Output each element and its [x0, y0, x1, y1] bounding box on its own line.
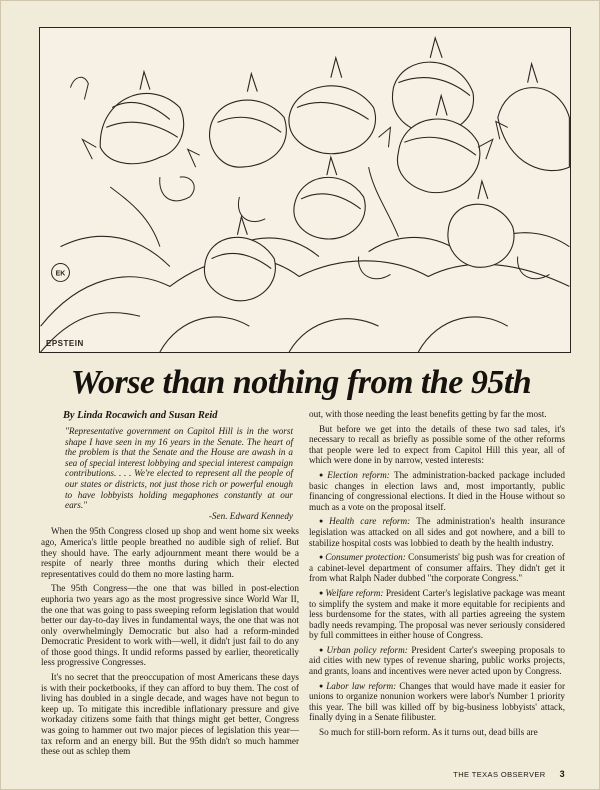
epigraph-quote: "Representative government on Capitol Hill is in the worst shape I have seen in my 16 years in the Senate. The heart of the problem is that the Senate and the House are awash in a sea of special interest lobbying and special interest campaign contributions. . . . We're elected to represent all the people of our states or districts, not just those rich or powerful enough to have lobbyists holding megaphones constantly at our ears." — [65, 426, 293, 511]
body-paragraph-continued: out, with those needing the least benefits getting by far the most. — [309, 409, 547, 419]
page-number: 3 — [559, 769, 565, 779]
bullet-icon: ● — [319, 681, 325, 690]
body-paragraph-3: It's no secret that the preoccupation of most Americans these days is with their pocketbooks, if they can afford to buy them. The cost of living has doubled in a single decade, and wages have not begun to keep up. To mitigate this incredible inflationary pressure and give workaday citizens some faith that things might get better, Congress was going to hammer out two major pieces of legislation this year—tax reform and an energy bill. But the 95th didn't so much hammer these out as schlep them — [41, 672, 299, 757]
reform-item-label: Welfare reform: — [325, 587, 384, 598]
reform-item-label: Consumer protection: — [325, 552, 406, 563]
bullet-icon: ● — [319, 588, 324, 597]
reform-item-health-care — [309, 516, 565, 548]
left-column — [41, 409, 299, 761]
lapel-button-text: EK — [55, 270, 66, 278]
artist-signature: EPSTEIN — [46, 339, 84, 348]
reform-item-label: Election reform: — [327, 469, 390, 480]
reform-item-labor-law — [309, 681, 565, 723]
reform-item-label: Urban policy reform: — [326, 644, 408, 655]
body-paragraph-1: When the 95th Congress closed up shop and went home six weeks ago, America's little people breathed no audible sigh of relief. But they should have. The early adjournment meant there would be a respite of nearly three months during which their elected representatives could do them no more lasting harm. — [41, 526, 299, 579]
reform-item-urban-policy — [309, 645, 565, 677]
body-paragraph-4: But before we get into the details of these two sad tales, it's necessary to recall as briefly as possible some of the other reforms that people were led to expect from Capitol Hill this year, all of which were done in by narrow, vested interests: — [309, 423, 565, 466]
bullet-icon: ● — [319, 553, 324, 562]
publication-name: THE TEXAS OBSERVER — [453, 770, 546, 779]
reform-item-text: President Carter's sweeping proposals to aid cities with new types of revenue sharing, public works projects, and grants, loans and incentives were never acted upon by Congress. — [309, 644, 566, 677]
reform-item-label: Labor law reform: — [326, 680, 397, 691]
senators-cartoon-drawing — [40, 28, 570, 352]
article-headline: Worse than nothing from the 95th — [70, 364, 532, 401]
byline: By Linda Rocawich and Susan Reid — [63, 410, 218, 421]
reform-item-text: Changes that would have made it easier for unions to organize nonunion workers were labor's Number 1 priority this year. The bill was killed off by big-business lobbyists' attack, finally dying in a Senate filibuster. — [309, 680, 566, 723]
reform-item-text: President Carter's legislative package was meant to simplify the system and make it more equitable for recipients and less burdensome for the states, with all parties agreeing the system badly needs revamping. The proposal was never seriously considered by full committees in either house of Congress. — [309, 587, 566, 641]
bullet-icon: ● — [319, 470, 326, 479]
reform-item-text: The administration's health insurance legislation was attacked on all sides and got nowhere, and a bill to stabilize hospital costs was lobbied to death by the health industry. — [309, 516, 565, 548]
cartoon-illustration — [39, 27, 571, 353]
reform-item-welfare — [309, 588, 565, 641]
quote-attribution: -Sen. Edward Kennedy — [208, 510, 293, 521]
right-column — [309, 409, 565, 742]
body-paragraph-2: The 95th Congress—the one that was billed in post-election euphoria two years ago as the most progressive since World War II, the one that was going to pass sweeping reform legislation that would better our day-to-day lives in fundamental ways, the one that was not only overwhelmingly Democratic but also had a reform-minded Democratic President to work with—well, it didn't just fail to do any of those good things. It undid reforms passed by earlier, theoretically less progressive Congresses. — [41, 583, 299, 668]
reform-item-text: The administration-backed package included basic changes in election laws and, most importantly, public financing of congressional elections. It died in the House without so much as a vote on the proposal itself. — [309, 469, 565, 512]
bullet-icon: ● — [319, 517, 328, 526]
page-footer — [453, 769, 565, 779]
bullet-icon: ● — [319, 645, 325, 654]
reform-item-label: Health care reform: — [329, 516, 411, 527]
reform-item-election — [309, 470, 565, 512]
body-paragraph-closing: So much for still-born reform. As it turns out, dead bills are — [319, 727, 538, 738]
reform-item-consumer-protection — [309, 552, 565, 584]
reform-item-text: Consumerists' big push was for creation of a cabinet-level department of consumer affairs. They didn't get it from what Ralph Nader dubbed "the corporate Congress." — [309, 552, 565, 584]
